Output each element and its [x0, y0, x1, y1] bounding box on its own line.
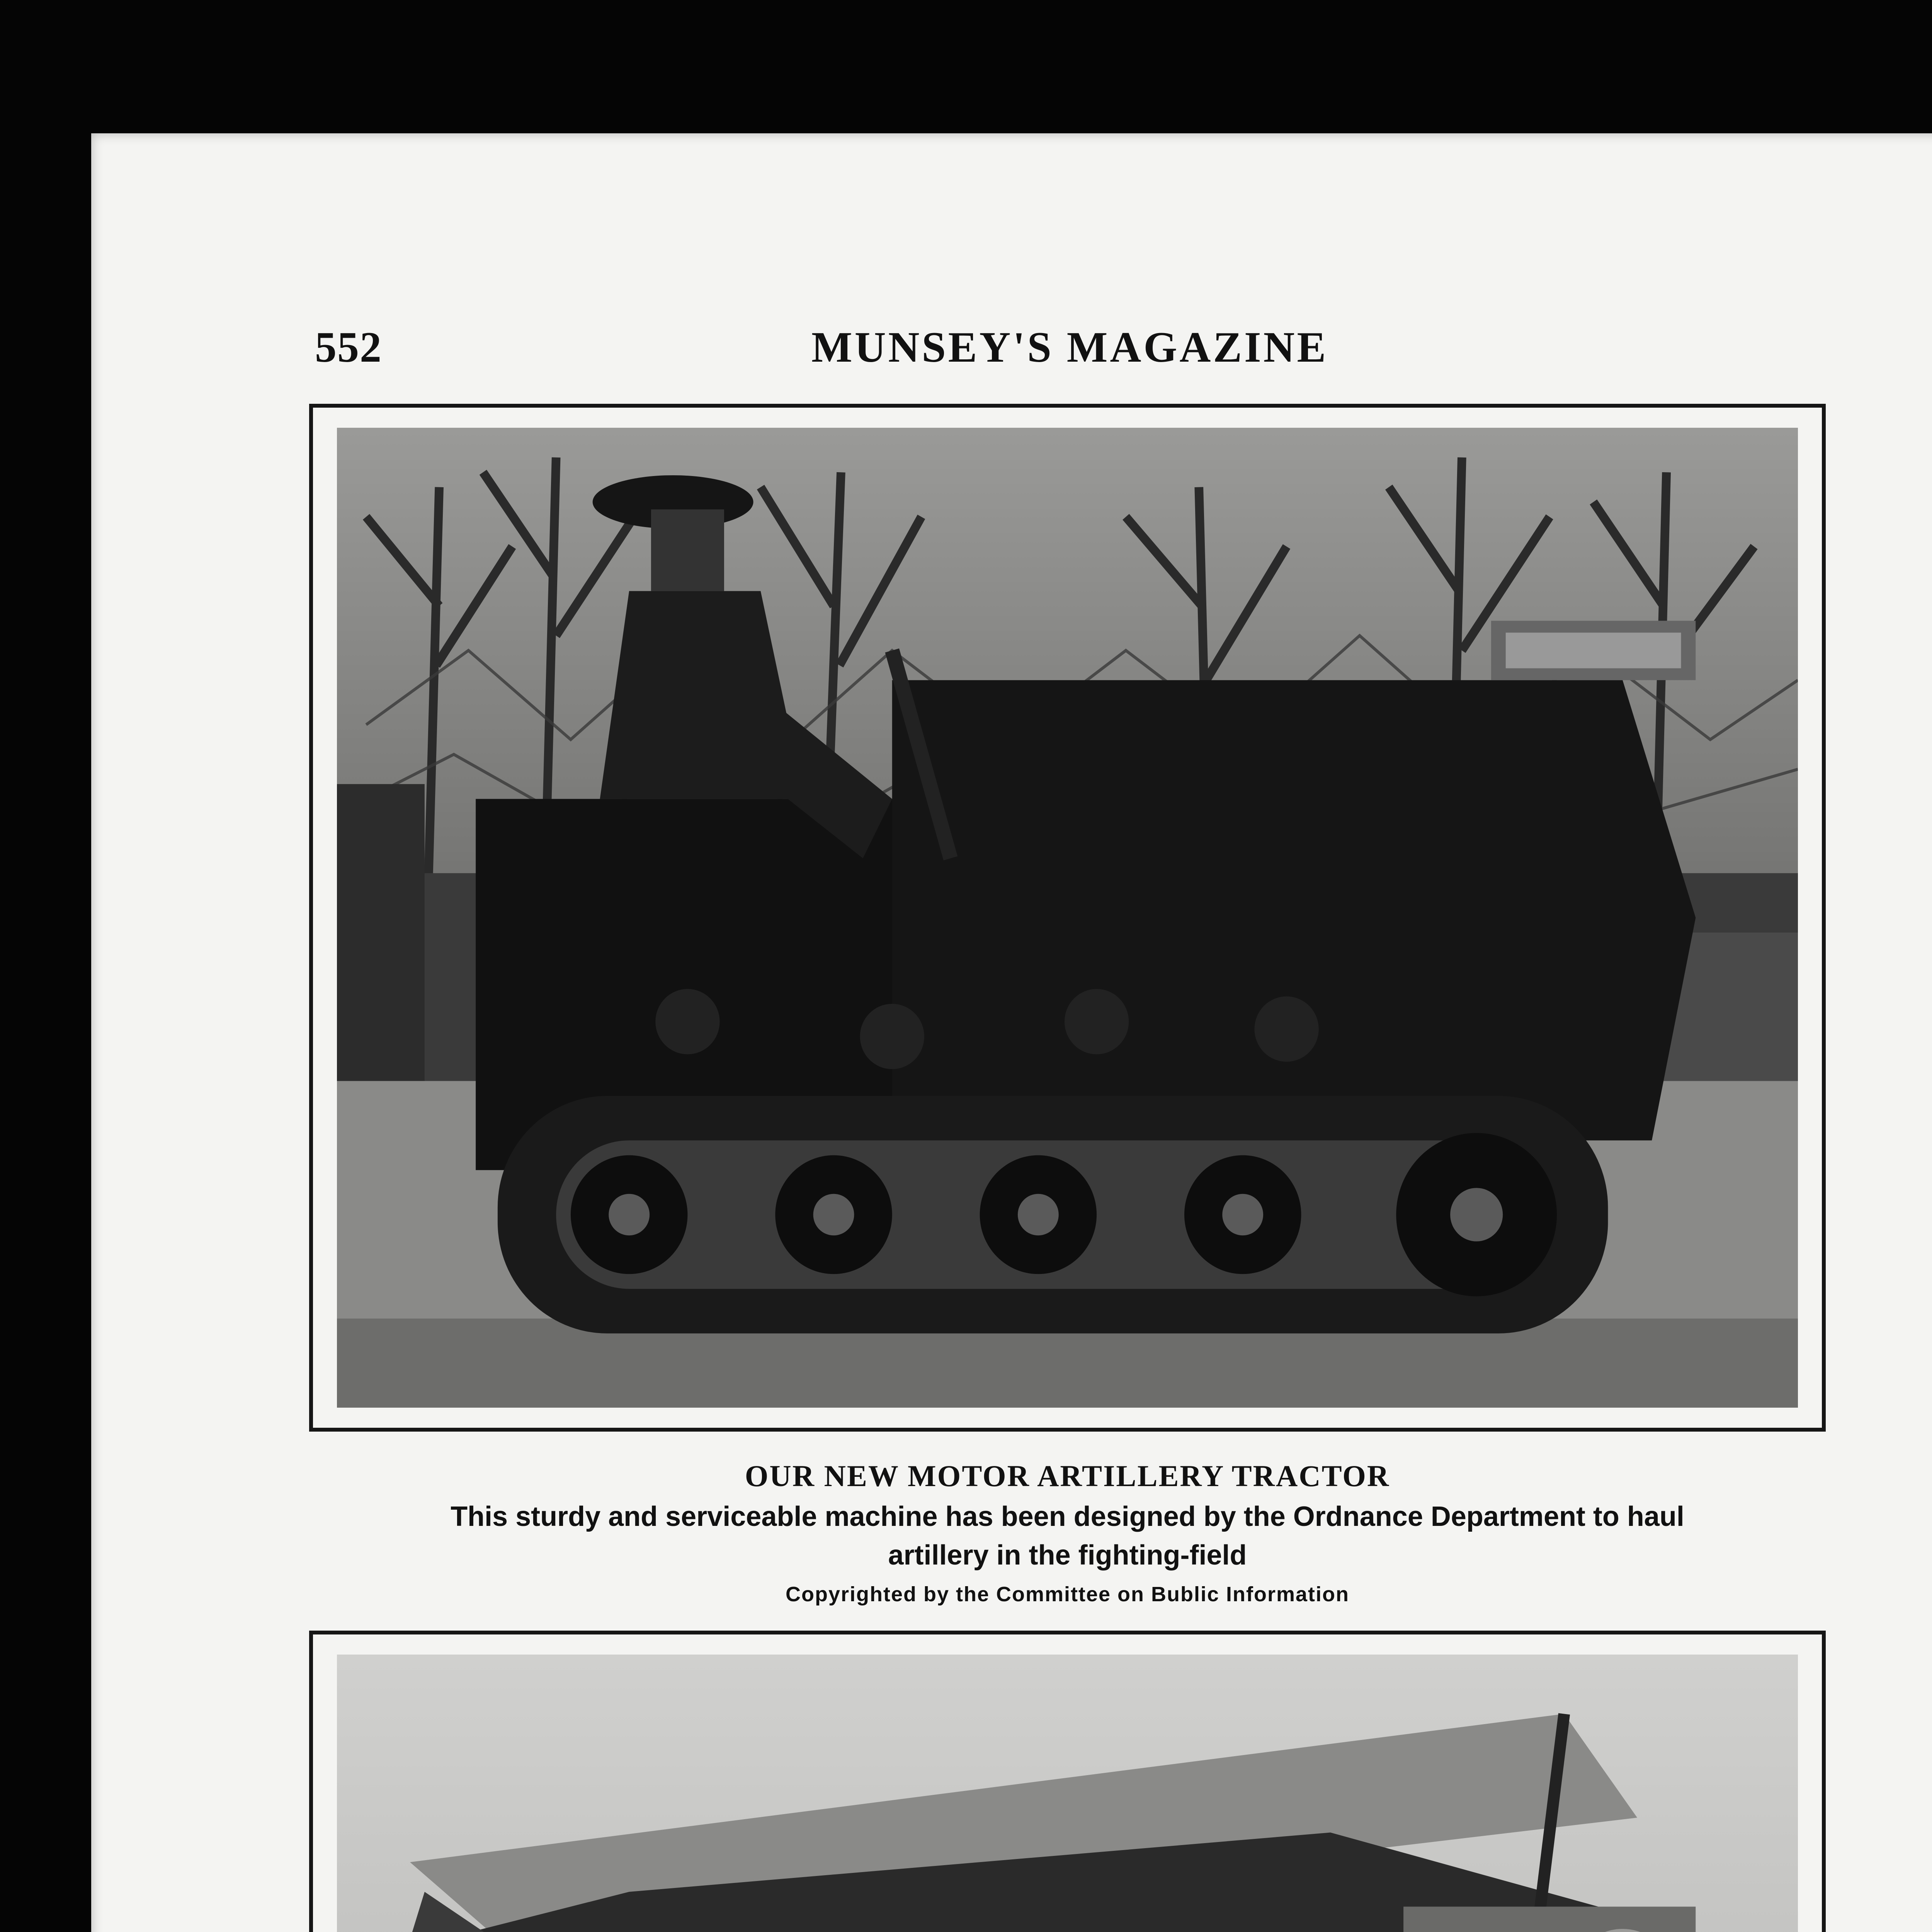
farm-tractor-photo-frame [309, 1631, 1826, 1932]
figure-1-caption [309, 1459, 1826, 1606]
figure-1-credit: Copyrighted by the Committee on Bublic Information [785, 1583, 1350, 1606]
page-number: 552 [315, 323, 382, 371]
artillery-tractor-photo-frame [309, 404, 1826, 1432]
figure-1-title: OUR NEW MOTOR ARTILLERY TRACTOR [745, 1459, 1390, 1493]
figure-1-caption-line-1: This sturdy and serviceable machine has been designed by the Ordnance Department to haul [451, 1501, 1684, 1532]
artillery-tractor-photo [337, 428, 1798, 1408]
farm-tractor-illustration [337, 1655, 1798, 1932]
artillery-tractor-illustration [337, 428, 1798, 1408]
running-head-title: MUNSEY'S MAGAZINE [811, 323, 1328, 371]
figure-1-caption-line-2: artillery in the fighting-field [888, 1540, 1247, 1571]
farm-tractor-photo [337, 1655, 1798, 1932]
